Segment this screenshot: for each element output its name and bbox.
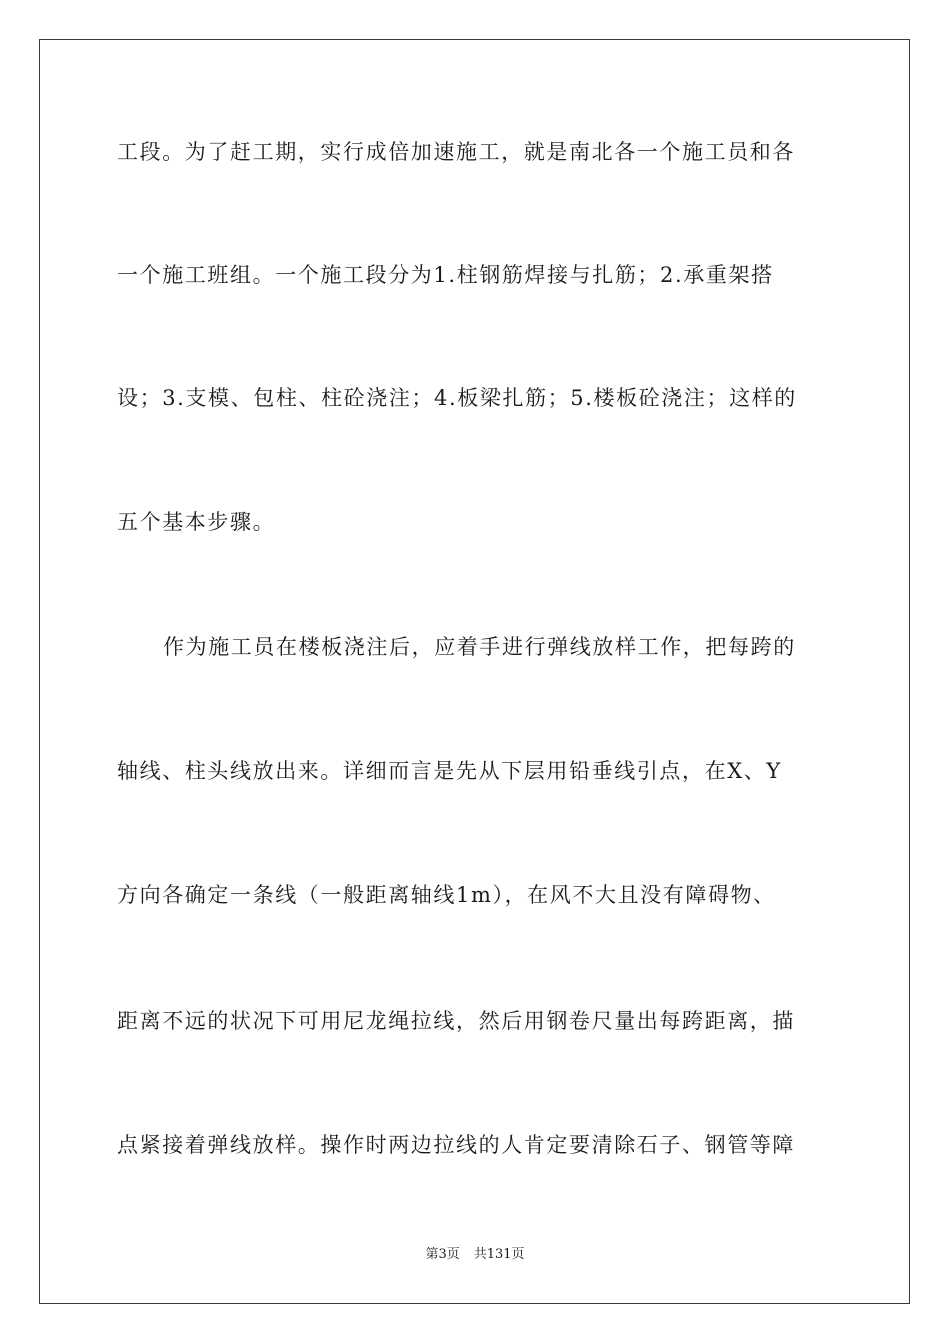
text-line-8: 距离不远的状况下可用尼龙绳拉线，然后用钢卷尺量出每跨距离，描: [117, 1009, 795, 1033]
text-line-3: 设；3.支模、包柱、柱砼浇注；4.板梁扎筋；5.楼板砼浇注；这样的: [117, 386, 797, 410]
page-number: 第3页: [425, 1247, 460, 1262]
page-border: [39, 39, 910, 1304]
page-footer: [0, 1246, 950, 1264]
page-total: 共131页: [473, 1247, 525, 1262]
text-line-9: 点紧接着弹线放样。操作时两边拉线的人肯定要清除石子、钢管等障: [117, 1133, 795, 1157]
text-line-4: 五个基本步骤。: [117, 510, 276, 534]
text-line-1: 工段。为了赶工期，实行成倍加速施工，就是南北各一个施工员和各: [117, 140, 795, 164]
text-line-2: 一个施工班组。一个施工段分为1.柱钢筋焊接与扎筋；2.承重架搭: [117, 263, 774, 287]
text-line-6: 轴线、柱头线放出来。详细而言是先从下层用铅垂线引点，在X、Y: [117, 759, 782, 783]
text-line-7: 方向各确定一条线（一般距离轴线1m），在风不大且没有障碍物、: [117, 883, 776, 907]
text-line-5: 作为施工员在楼板浇注后，应着手进行弹线放样工作，把每跨的: [163, 635, 796, 659]
